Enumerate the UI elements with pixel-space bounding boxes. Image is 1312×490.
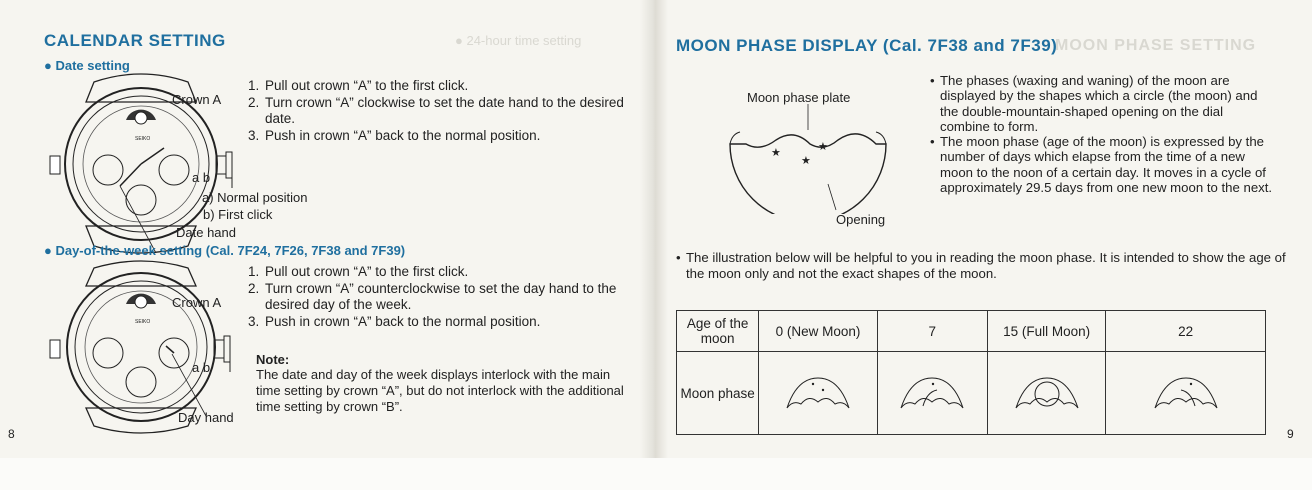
crown-a-label-day: Crown A — [172, 295, 222, 310]
illustration-note: • The illustration below will be helpful to you in reading the moon phase. It is intended to show the age of the moon only and not the exact shapes of the moon. — [676, 250, 1286, 281]
phase-cell-new — [759, 352, 877, 435]
crown-a-label-date: Crown A — [172, 92, 222, 107]
calendar-setting-title: CALENDAR SETTING — [44, 31, 226, 50]
note-title: Note: — [256, 352, 290, 367]
bottom-margin — [0, 458, 1312, 490]
dow-step-3: 3. Push in crown “A” back to the normal position. — [248, 313, 541, 329]
date-hand-label: Date hand — [176, 225, 236, 240]
phase-header-cell: Moon phase — [677, 352, 759, 435]
age-cell-7: 7 — [877, 311, 987, 352]
moon-phase-first-quarter-icon — [897, 372, 967, 412]
moon-phase-last-quarter-icon — [1151, 372, 1221, 412]
svg-text:★: ★ — [801, 155, 811, 167]
dow-setting-heading: ● Day-of-the-week setting (Cal. 7F24, 7F26, 7F38 and 7F39) — [44, 243, 406, 258]
svg-text:★: ★ — [818, 141, 828, 153]
dow-step-2: 2. Turn crown “A” counterclockwise to set the day hand to the desired day of the week. — [248, 280, 617, 312]
moon-phase-bullets — [930, 73, 1276, 195]
moon-phase-full-icon — [1012, 372, 1082, 412]
phase-cell-22 — [1106, 352, 1266, 435]
position-ab-label-day: a b — [192, 360, 211, 375]
moon-phase-plate-diagram — [718, 104, 898, 214]
book-gutter — [640, 0, 668, 460]
moon-phase-title: MOON PHASE DISPLAY (Cal. 7F38 and 7F39) — [676, 36, 1058, 55]
day-hand-label: Day hand — [178, 410, 234, 425]
date-step-2: 2. Turn crown “A” clockwise to set the date hand to the desired date. — [248, 94, 624, 126]
moon-age-table — [676, 310, 1266, 435]
dow-step-1: 1. Pull out crown “A” to the first click. — [248, 264, 469, 279]
page-number-right: 9 — [1287, 427, 1294, 441]
svg-text:SEIKO: SEIKO — [135, 136, 151, 142]
bullet-phases: • The phases (waxing and waning) of the moon are displayed by the shapes which a circle (the moon) and the double-mountain-shaped opening on the dial combine to form. — [930, 73, 1276, 134]
first-click-label: b) First click — [203, 207, 273, 222]
date-setting-heading: ● Date setting — [44, 58, 130, 73]
normal-position-label: a) Normal position — [202, 190, 308, 205]
table-row-phase — [677, 352, 1266, 435]
table-row-age — [677, 311, 1266, 352]
position-ab-label-date: a b — [192, 170, 211, 185]
age-cell-22: 22 — [1106, 311, 1266, 352]
date-step-1: 1. Pull out crown “A” to the first click. — [248, 78, 469, 93]
moon-phase-new-icon — [783, 372, 853, 412]
page-number-left: 8 — [8, 427, 15, 441]
dow-setting-steps — [248, 264, 624, 330]
phase-cell-full — [988, 352, 1106, 435]
ghost-header-right: MOON PHASE SETTING — [1055, 37, 1257, 54]
age-cell-0: 0 (New Moon) — [759, 311, 877, 352]
age-cell-15: 15 (Full Moon) — [988, 311, 1106, 352]
age-header-cell: Age of the moon — [677, 311, 759, 352]
moon-phase-plate-label: Moon phase plate — [747, 90, 851, 105]
opening-label: Opening — [836, 212, 886, 227]
ghost-header-left: ● 24-hour time setting — [455, 33, 582, 48]
phase-cell-7 — [877, 352, 987, 435]
svg-text:★: ★ — [771, 147, 781, 159]
bullet-age: • The moon phase (age of the moon) is expressed by the number of days which elapse from the time of a new moon to the noon of a certain day. It moves in a cycle of approximately 29.5 days from one new moon to the next. — [930, 134, 1276, 195]
svg-text:SEIKO: SEIKO — [135, 319, 151, 325]
date-setting-steps — [248, 78, 638, 144]
date-step-3: 3. Push in crown “A” back to the normal position. — [248, 127, 541, 143]
note-text: The date and day of the week displays interlock with the main time setting by crown “A”, but do not interlock with the additional time setting by crown “B”. — [256, 367, 624, 414]
